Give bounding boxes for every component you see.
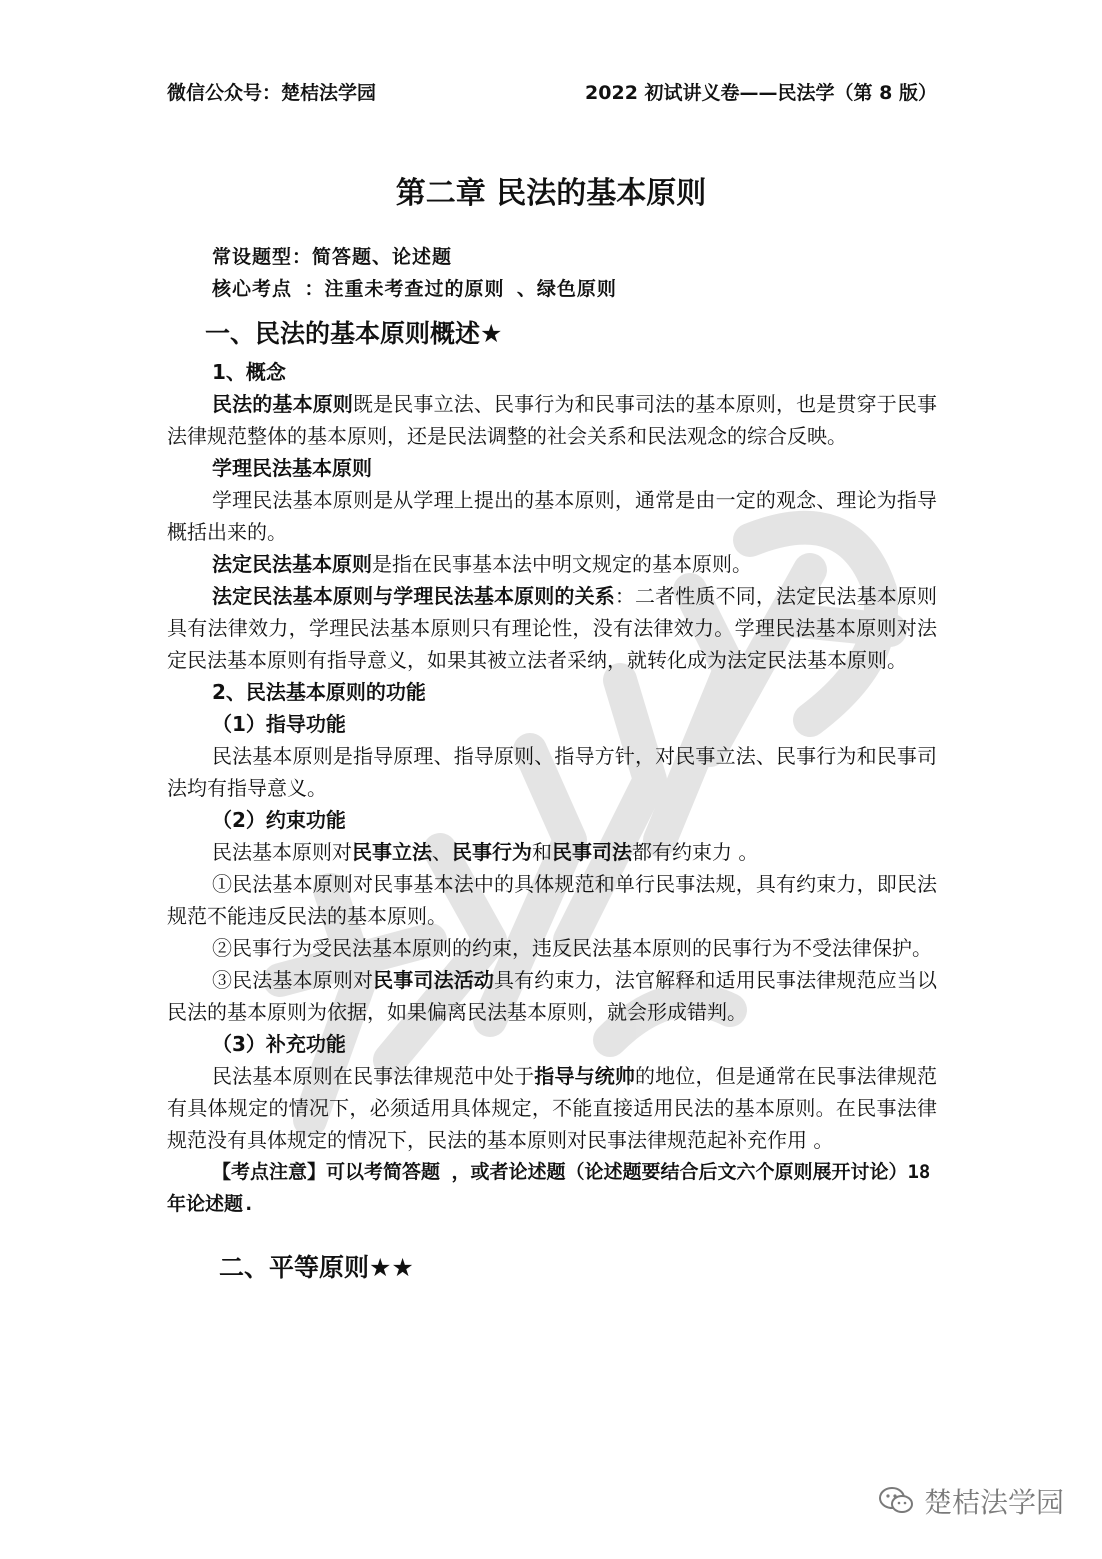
- function-guidance-text: 民法基本原则是指导原理、指导原则、指导方针，对民事立法、民事行为和民事司法均有指导意义。: [167, 744, 937, 800]
- term-civil-judiciary: 民事司法: [552, 840, 632, 864]
- binding-item-1: ①民法基本原则对民事基本法中的具体规范和单行民事法规，具有约束力，即民法规范不能违反民法的基本原则。: [167, 872, 937, 928]
- section-1-title: 一、民法的基本原则概述★: [205, 319, 503, 348]
- paragraph-theory: 学理民法基本原则是从学理上提出的基本原则，通常是由一定的观念、理论为指导概括出来的。: [167, 488, 937, 544]
- footer-brand: [878, 1481, 1064, 1521]
- binding-item-3: [167, 964, 937, 1028]
- term-relation: 法定民法基本原则与学理民法基本原则的关系: [212, 584, 615, 608]
- core-points: 核心考点 ：注重未考查过的原则 、绿色原则: [212, 278, 617, 300]
- paragraph-statutory: [167, 548, 937, 580]
- term-civil-legislation: 民事立法: [352, 840, 432, 864]
- statutory-text: 是指在民事基本法中明文规定的基本原则。: [372, 552, 752, 576]
- header-document-title: 2022 初试讲义卷——民法学（第 8 版）: [585, 82, 937, 104]
- binding-text-end: 都有约束力 。: [632, 840, 759, 864]
- theory-heading: 学理民法基本原则: [212, 456, 372, 480]
- wechat-icon: [878, 1486, 914, 1516]
- binding-sep-1: 、: [432, 840, 452, 864]
- binding-item-3-a: ③民法基本原则对: [212, 968, 374, 992]
- function-guidance-heading: （1）指导功能: [212, 712, 346, 736]
- function-supplement-heading: （3）补充功能: [212, 1032, 346, 1056]
- supplement-text-a: 民法基本原则在民事法律规范中处于: [212, 1064, 535, 1088]
- chapter-title: 第二章 民法的基本原则: [395, 176, 707, 211]
- supplement-text-rest: 的地位，但是通常在民事法律规范有具体规定的情况下，必须适用具体规定，不能直接适用民法的基本原则。在民事法律规范没有具体规定的情况下，民法的基本原则对民事法律规范起补充作用 。: [167, 1064, 938, 1152]
- binding-sep-2: 和: [532, 840, 552, 864]
- function-binding-heading: （2）约束功能: [212, 808, 346, 832]
- function-supplement-text: [167, 1060, 937, 1156]
- term-judicial-activity: 民事司法活动: [373, 968, 495, 992]
- binding-item-2: ②民事行为受民法基本原则的约束，违反民法基本原则的民事行为不受法律保护。: [212, 936, 932, 960]
- term-guidance-command: 指导与统帅: [534, 1064, 636, 1088]
- section-2-title: 二、平等原则★★: [219, 1253, 414, 1282]
- term-basic-principle: 民法的基本原则: [212, 392, 353, 416]
- binding-item-3-rest: 具有约束力，法官解释和适用民事法律规范应当以民法的基本原则为依据，如果偏离民法基本原则，就会形成错判。: [167, 968, 938, 1024]
- binding-text-a: 民法基本原则对: [212, 840, 352, 864]
- paragraph-relation: [167, 580, 937, 676]
- term-statutory-principle: 法定民法基本原则: [212, 552, 372, 576]
- term-civil-acts: 民事行为: [452, 840, 532, 864]
- functions-heading: 2、民法基本原则的功能: [212, 680, 426, 704]
- question-types: 常设题型：简答题、论述题: [212, 246, 453, 268]
- exam-note: 【考点注意】可以考简答题 ，或者论述题（论述题要结合后文六个原则展开讨论）18 年论述题.: [167, 1161, 931, 1215]
- paragraph-definition: [167, 388, 937, 452]
- footer-brand-name: 楚桔法学园: [923, 1486, 1064, 1519]
- header-wechat-account: 微信公众号：楚桔法学园: [167, 82, 377, 104]
- main-content: [167, 312, 937, 1290]
- definition-text: 既是民事立法、民事行为和民事司法的基本原则，也是贯穿于民事法律规范整体的基本原则，还是民法调整的社会关系和民法观念的综合反映。: [167, 392, 937, 448]
- relation-text: ：二者性质不同，法定民法基本原则具有法律效力，学理民法基本原则只有理论性，没有法律效力。学理民法基本原则对法定民法基本原则有指导意义，如果其被立法者采纳，就转化成为法定民法基本原则。: [167, 584, 938, 672]
- function-binding-text: [167, 836, 937, 868]
- concept-heading: 1、概念: [212, 360, 286, 384]
